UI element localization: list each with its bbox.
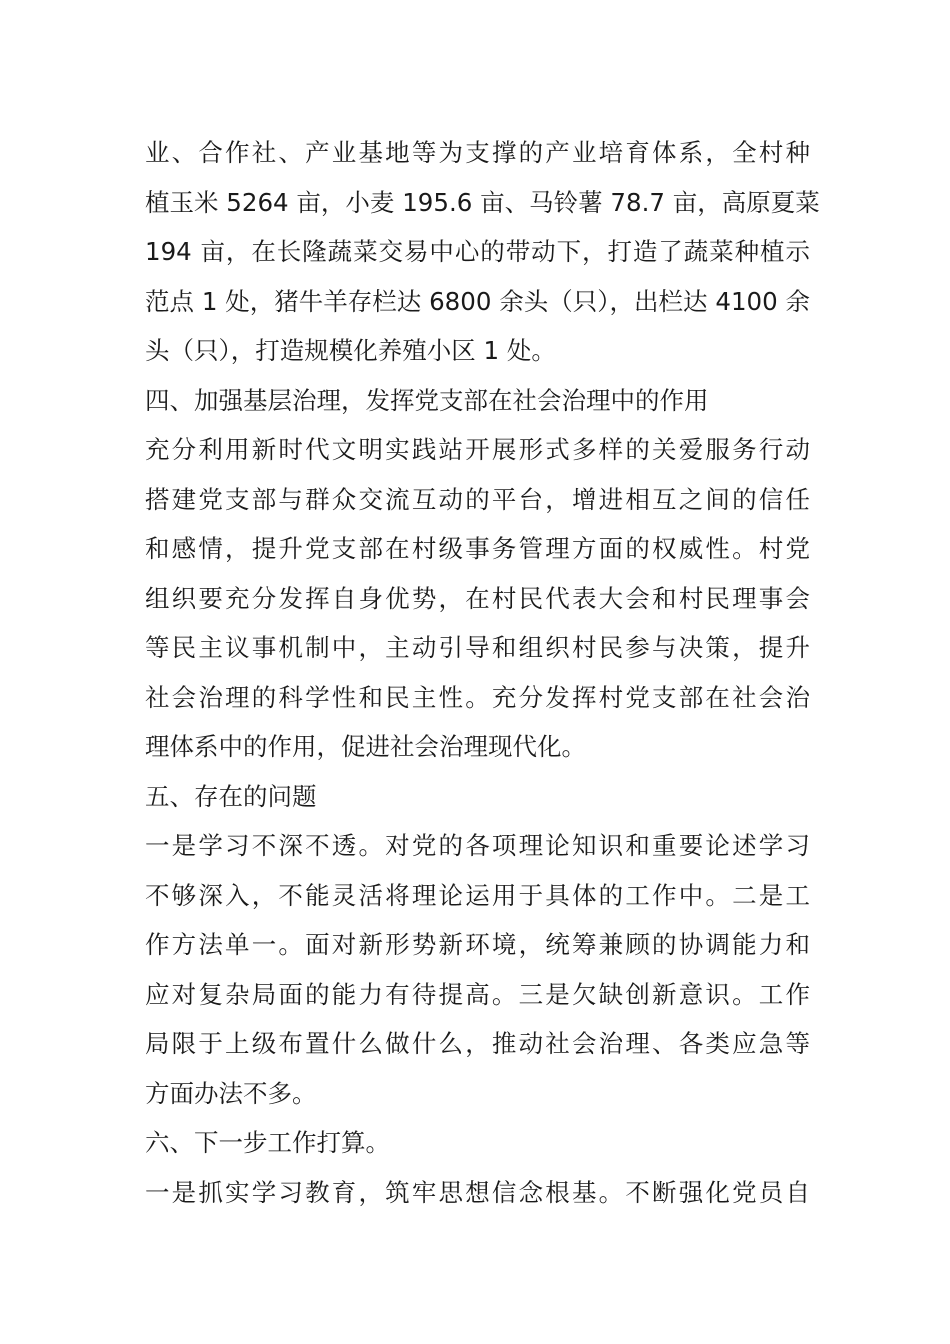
text-line: 业、合作社、产业基地等为支撑的产业培育体系，全村种: [145, 138, 810, 167]
text-line: 和感情，提升党支部在村级事务管理方面的权威性。村党: [145, 534, 810, 563]
document-body: [145, 128, 820, 1217]
text-line: 194 亩，在长隆蔬菜交易中心的带动下，打造了蔬菜种植示: [145, 237, 810, 266]
text-line: 作方法单一。面对新形势新环境，统筹兼顾的协调能力和: [145, 930, 810, 959]
text-line: 组织要充分发挥自身优势，在村民代表大会和村民理事会: [145, 583, 810, 613]
section-heading-5: 五、存在的问题: [145, 781, 317, 811]
text-line: 应对复杂局面的能力有待提高。三是欠缺创新意识。工作: [145, 979, 810, 1009]
paragraph-plan: [145, 1168, 810, 1218]
text-line: 一是学习不深不透。对党的各项理论知识和重要论述学习: [145, 831, 810, 860]
text-line: 范点 1 处，猪牛羊存栏达 6800 余头（只），出栏达 4100 余: [145, 286, 810, 316]
text-line: 头（只），打造规模化养殖小区 1 处。: [145, 336, 556, 365]
text-line: 植玉米 5264 亩，小麦 195.6 亩、马铃薯 78.7 亩，高原夏菜: [145, 187, 820, 217]
text-line: 社会治理的科学性和民主性。充分发挥村党支部在社会治: [145, 682, 810, 712]
text-line: 充分利用新时代文明实践站开展形式多样的关爱服务行动: [145, 435, 810, 464]
section-heading-6: 六、下一步工作打算。: [145, 1128, 390, 1157]
text-line: 理体系中的作用，促进社会治理现代化。: [145, 732, 586, 761]
paragraph-problems: [145, 821, 810, 1118]
text-line: 等民主议事机制中，主动引导和组织村民参与决策，提升: [145, 633, 810, 662]
text-line: 方面办法不多。: [145, 1078, 317, 1108]
section-heading-4: 四、加强基层治理，发挥党支部在社会治理中的作用: [145, 385, 709, 415]
text-line: 搭建党支部与群众交流互动的平台，增进相互之间的信任: [145, 484, 810, 514]
text-line: 一是抓实学习教育，筑牢思想信念根基。不断强化党员自: [145, 1177, 810, 1207]
text-line: 不够深入，不能灵活将理论运用于具体的工作中。二是工: [145, 880, 810, 910]
paragraph-industry-continued: [145, 128, 820, 376]
text-line: 局限于上级布置什么做什么，推动社会治理、各类应急等: [145, 1029, 810, 1058]
paragraph-governance: [145, 425, 810, 772]
